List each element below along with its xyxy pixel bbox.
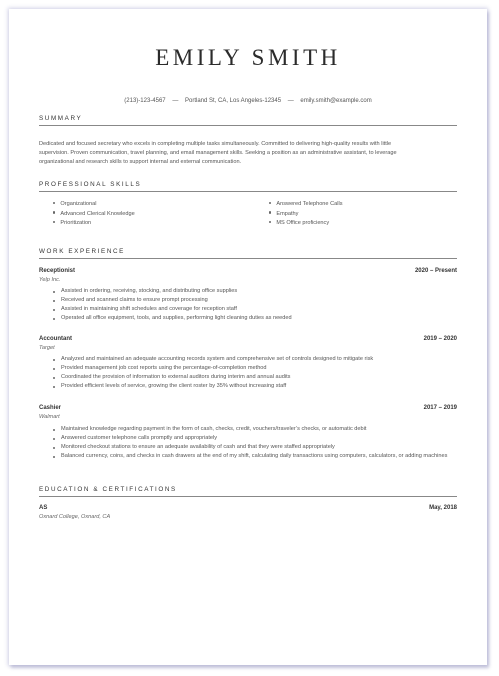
bullet-icon [53,211,55,213]
bullet-item: Operated all office equipment, tools, and supplies, performing light cleaning duties as needed [53,314,457,323]
contact-separator: — [172,98,179,104]
summary-text [39,140,457,168]
job-company: Yelp Inc. [39,277,61,283]
bullet-icon [53,456,55,458]
skill-item: Advanced Clerical Knowledge [53,211,135,217]
bullet-icon [53,359,55,361]
job-dates: 2017 – 2019 [423,405,457,411]
summary-heading: SUMMARY [39,115,457,126]
bullet-item: Provided management job cost reports using the percentage-of-completion method [53,364,457,373]
summary-line: supervision. Proven communication, travel planning, and email management skills. Seeking a position as an administrative assistant, to leverage [39,150,397,157]
bullet-item: Answered customer telephone calls promptly and appropriately [53,434,457,443]
summary-line: Dedicated and focused secretary who excels in completing multiple tasks simultaneously. Committed to delivering high-quality results with little [39,141,392,147]
job-title: Cashier [39,405,62,411]
contact-address: Portland St, CA, Los Angeles-12345 [184,98,282,104]
bullet-item: Coordinated the provision of information to external auditors during interim and annual audits [53,373,457,382]
bullet-icon [53,368,55,370]
bullet-item: Assisted in ordering, receiving, stocking, and distributing office supplies [53,287,457,296]
bullet-icon [53,221,55,223]
bullet-icon [53,309,55,311]
bullet-icon [53,438,55,440]
bullet-icon [53,377,55,379]
job-title: Accountant [39,336,72,342]
resume-name: EMILY SMITH [155,45,341,70]
bullet-icon [269,221,271,223]
bullet-item: Received and scanned claims to ensure prompt processing [53,296,457,305]
job-company: Target [39,345,55,351]
education-school: Oxnard College, Oxnard, CA [39,514,111,520]
job-company: Walmart [39,414,60,420]
education-degree: AS [39,505,48,511]
education-date: May, 2018 [429,505,457,511]
bullet-icon [269,211,271,213]
education-heading: EDUCATION & CERTIFICATIONS [39,486,457,497]
bullet-item: Assisted in maintaining shift schedules and coverage for reception staff [53,305,457,314]
bullet-item: Monitored checkout stations to ensure an adequate availability of cash and that they were staffed appropriately [53,443,457,452]
bullet-icon [53,300,55,302]
job-dates: 2020 – Present [414,268,457,274]
resume-page [9,9,487,665]
bullet-icon [53,386,55,388]
bullet-icon [53,291,55,293]
contact-line [9,98,487,104]
job-bullets [53,425,457,461]
job-title: Receptionist [39,268,76,274]
experience-heading: WORK EXPERIENCE [39,248,457,259]
job-bullets [53,355,457,391]
summary-line: organizational and research skills to support internal and external communication. [39,159,242,166]
contact-phone: (213)-123-4567 [124,98,166,104]
bullet-icon [53,429,55,431]
bullet-item: Balanced currency, coins, and checks in cash drawers at the end of my shift, calculating daily transactions using computers, calculators, or adding machines [53,452,457,461]
skill-item: Answered Telephone Calls [269,201,343,207]
bullet-icon [53,202,55,204]
skill-item: MS Office proficiency [269,220,329,226]
skill-item: Prioritization [53,220,91,226]
bullet-icon [269,202,271,204]
job-bullets [53,287,457,323]
skill-item: Organizational [53,201,96,207]
bullet-item: Maintained knowledge regarding payment in the form of cash, checks, credit, vouchers/traveler’s checks, or automatic debit [53,425,457,434]
bullet-item: Analyzed and maintained an adequate accounting records system and comprehensive set of controls designed to mitigate risk [53,355,457,364]
skills-heading: PROFESSIONAL SKILLS [39,181,457,192]
skill-item: Empathy [269,211,298,217]
job-dates: 2019 – 2020 [423,336,457,342]
contact-email[interactable]: emily.smith@example.com [300,98,372,104]
bullet-icon [53,318,55,320]
bullet-icon [53,447,55,449]
bullet-item: Provided efficient levels of service, growing the client roster by 35% without increasing staff [53,382,457,391]
contact-separator: — [287,98,294,104]
